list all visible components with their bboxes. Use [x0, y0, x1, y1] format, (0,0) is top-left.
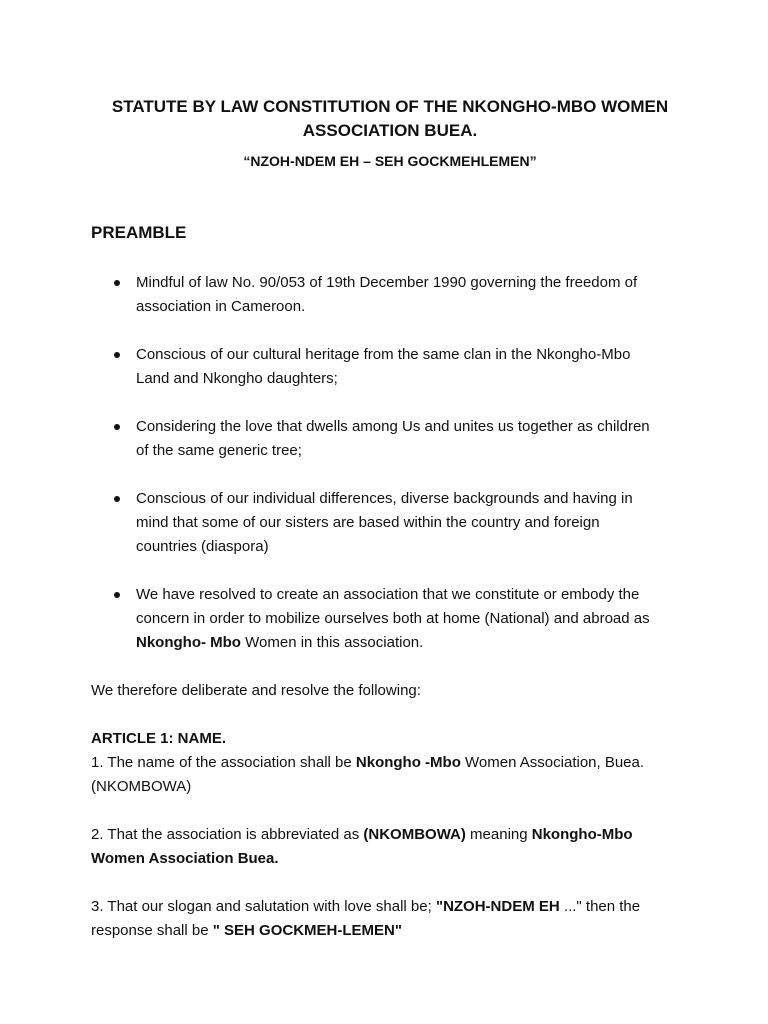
preamble-item-line: Mindful of law No. 90/053 of 19th December 1990 governing the freedom of	[136, 274, 638, 291]
bullet-icon	[114, 592, 120, 598]
preamble-item	[114, 415, 694, 463]
preamble-item-line: association in Cameroon.	[136, 298, 306, 315]
clause-text: Women Association, Buea.	[460, 754, 645, 771]
article-1-clause-1	[91, 751, 691, 799]
preamble-item	[114, 271, 694, 319]
preamble-item	[114, 343, 694, 391]
preamble-item-line: concern in order to mobilize ourselves both at home (National) and abroad as	[136, 610, 650, 627]
preamble-item-line: Land and Nkongho daughters;	[136, 370, 338, 387]
preamble-item-line: Conscious of our individual differences, diverse backgrounds and having in	[136, 490, 633, 507]
preamble-item-line: Considering the love that dwells among Us and unites us together as children	[136, 418, 650, 435]
clause-line	[91, 895, 691, 919]
clause-line	[91, 847, 691, 871]
bullet-icon	[114, 352, 120, 358]
preamble-item-line: Conscious of our cultural heritage from the same clan in the Nkongho-Mbo	[136, 346, 631, 363]
preamble-item	[114, 487, 694, 559]
resolution-statement: We therefore deliberate and resolve the following:	[91, 682, 421, 699]
clause-text: meaning	[465, 826, 532, 843]
clause-line	[91, 919, 691, 943]
clause-line	[91, 823, 691, 847]
clause-bold-text: (NKOMBOWA)	[363, 826, 466, 843]
preamble-item	[114, 583, 694, 655]
clause-bold-text: Women Association Buea.	[91, 850, 279, 867]
article-1-clause-3	[91, 895, 691, 943]
association-slogan: “NZOH-NDEM EH – SEH GOCKMEHLEMEN”	[243, 153, 537, 169]
clause-text: ..." then the	[559, 898, 641, 915]
bullet-icon	[114, 424, 120, 430]
preamble-item-line	[136, 631, 694, 655]
clause-bold-text: "NZOH-NDEM EH	[435, 898, 560, 915]
preamble-item-line: We have resolved to create an association that we constitute or embody the	[136, 586, 640, 603]
preamble-item-line: mind that some of our sisters are based within the country and foreign	[136, 514, 600, 531]
clause-bold-text: " SEH GOCKMEH-LEMEN"	[212, 922, 402, 939]
preamble-item-line: countries (diaspora)	[136, 538, 269, 555]
document-title-line-2: ASSOCIATION BUEA.	[302, 121, 478, 140]
article-1-heading: ARTICLE 1: NAME.	[91, 730, 226, 747]
clause-text: 2. That the association is abbreviated as	[91, 826, 364, 843]
line-text: Women in this association.	[240, 634, 424, 651]
clause-line	[91, 751, 691, 775]
clause-text: 3. That our slogan and salutation with love shall be;	[91, 898, 436, 915]
clause-text: response shall be	[91, 922, 213, 939]
preamble-item-line: of the same generic tree;	[136, 442, 302, 459]
clause-text: 1. The name of the association shall be	[91, 754, 356, 771]
article-1-clause-2	[91, 823, 691, 871]
bullet-icon	[114, 280, 120, 286]
preamble-heading: PREAMBLE	[91, 223, 187, 242]
bullet-icon	[114, 496, 120, 502]
clause-bold-text: Nkongho-Mbo	[531, 826, 633, 843]
clause-bold-text: Nkongho -Mbo	[355, 754, 461, 771]
document-title-line-1: STATUTE BY LAW CONSTITUTION OF THE NKONGHO-MBO WOMEN	[111, 97, 669, 116]
clause-line: (NKOMBOWA)	[91, 778, 192, 795]
bold-name: Nkongho- Mbo	[136, 634, 241, 651]
